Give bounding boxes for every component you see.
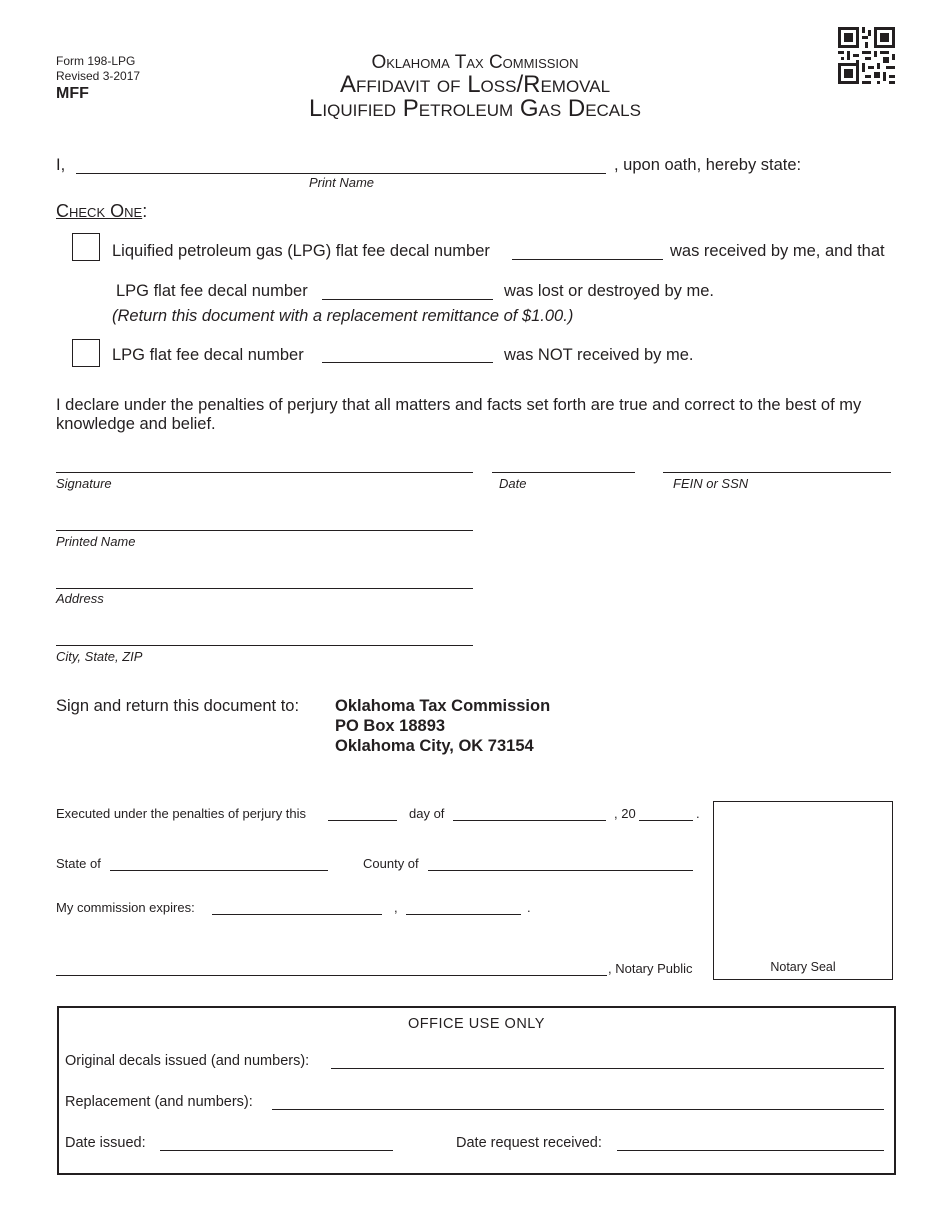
city-state-zip-line[interactable] [56,645,473,646]
option1-text-d: was lost or destroyed by me. [504,282,715,300]
qr-code-icon [838,27,895,84]
page-title: Affidavit of Loss/Removal [339,71,611,98]
return-address-line2: PO Box 18893 [335,717,446,735]
printed-name-line[interactable] [56,530,473,531]
oath-suffix: , upon oath, hereby state: [614,156,802,174]
commission-date-line[interactable] [212,914,382,915]
day-of-text: day of [409,806,445,821]
date-request-line[interactable] [617,1150,884,1151]
state-of-text: State of [56,856,101,871]
checkbox-lost-destroyed[interactable] [72,233,100,261]
revision-date: Revised 3-2017 [56,69,141,83]
date-line[interactable] [492,472,635,473]
signature-caption: Signature [56,476,112,491]
executed-day-line[interactable] [328,820,397,821]
declaration-line1: I declare under the penalties of perjury that all matters and facts set forth are true and correct to the best of my [56,396,862,414]
option1-text-c: LPG flat fee decal number [116,282,308,300]
print-name-caption: Print Name [309,175,375,190]
date-caption: Date [499,476,527,491]
decal-lost-line[interactable] [322,299,493,300]
date-issued-line[interactable] [160,1150,393,1151]
notary-seal-box [713,801,893,980]
commission-text: My commission expires: [56,900,195,915]
notary-public-text: , Notary Public [608,961,693,976]
executed-year-line[interactable] [639,820,693,821]
page-subtitle: Liquified Petroleum Gas Decals [309,95,641,122]
option1-text-b: was received by me, and that [670,242,885,260]
oath-prefix: I, [56,156,66,174]
address-line[interactable] [56,588,473,589]
executed-text: Executed under the penalties of perjury this [56,806,307,821]
fein-caption: FEIN or SSN [673,476,749,491]
return-label: Sign and return this document to: [56,697,300,715]
date-issued-label: Date issued: [65,1135,146,1151]
original-decals-label: Original decals issued (and numbers): [65,1053,310,1069]
decal-not-received-line[interactable] [322,362,493,363]
option1-text-a: Liquified petroleum gas (LPG) flat fee decal number [112,242,490,260]
form-number: Form 198-LPG [56,54,136,68]
replacement-line[interactable] [272,1109,884,1110]
return-address-line1: Oklahoma Tax Commission [335,697,551,715]
print-name-line[interactable] [76,173,606,174]
executed-period: . [696,806,700,821]
check-one-label: Check One [56,201,143,221]
option2-text-a: LPG flat fee decal number [112,346,304,364]
county-line[interactable] [428,870,693,871]
commission-year-line[interactable] [406,914,521,915]
date-request-label: Date request received: [456,1135,602,1151]
check-one-colon: : [142,201,148,221]
agency-name: Oklahoma Tax Commission [371,52,579,73]
original-decals-line[interactable] [331,1068,884,1069]
notary-public-line[interactable] [56,975,607,976]
form-code: MFF [56,85,89,102]
city-state-zip-caption: City, State, ZIP [56,649,143,664]
replacement-note: (Return this document with a replacement remittance of $1.00.) [112,307,574,325]
address-caption: Address [56,591,104,606]
printed-name-caption: Printed Name [56,534,136,549]
county-of-text: County of [363,856,419,871]
checkbox-not-received[interactable] [72,339,100,367]
decal-received-line[interactable] [512,259,663,260]
commission-comma: , [394,900,398,915]
state-line[interactable] [110,870,328,871]
check-one-heading [56,201,147,222]
option2-text-b: was NOT received by me. [504,346,694,364]
commission-period: . [527,900,531,915]
office-use-title: OFFICE USE ONLY [408,1016,545,1032]
notary-seal-label: Notary Seal [770,960,836,974]
signature-line[interactable] [56,472,473,473]
replacement-label: Replacement (and numbers): [65,1094,253,1110]
executed-month-line[interactable] [453,820,606,821]
declaration-line2: knowledge and belief. [56,415,216,433]
fein-line[interactable] [663,472,891,473]
year-prefix: , 20 [614,806,636,821]
return-address-line3: Oklahoma City, OK 73154 [335,737,534,755]
